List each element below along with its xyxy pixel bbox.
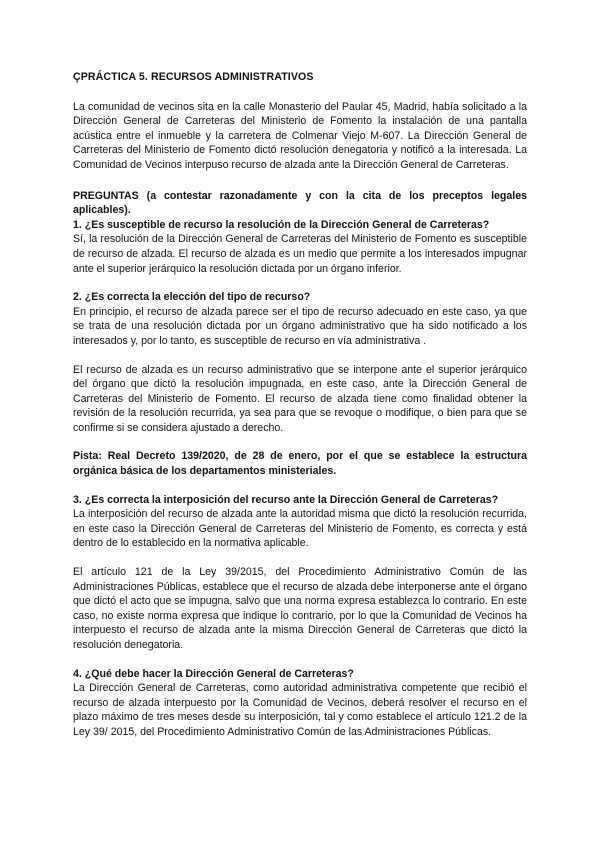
- preguntas-heading: PREGUNTAS (a contestar razonadamente y con la cita de los preceptos legales aplicables).: [73, 189, 527, 217]
- answer-3-paragraph-2: El artículo 121 de la Ley 39/2015, del Procedimiento Administrativo Común de las Administraciones Públicas, establece que el recurso de alzada debe interponerse ante el órgano que dictó el acto que se impugna, salvo que una norma expresa establezca lo contrario. En este caso, no existe norma expresa que indique lo contrario, por lo que la Comunidad de Vecinos ha interpuesto el recurso de alzada ante la misma Dirección General de Carreteras que dictó la resolución denegatoria.: [73, 566, 527, 651]
- answer-3-paragraph-1: La interposición del recurso de alzada ante la autoridad misma que dictó la resolución recurrida, en este caso la Dirección General de Carreteras del Ministerio de Fomento, es correcta y está dentro de lo establecido en la normativa aplicable.: [73, 508, 527, 550]
- answer-1-paragraph-1: Sí, la resolución de la Dirección General de Carreteras del Ministerio de Fomento es susceptible de recurso de alzada. El recurso de alzada es un medio que permite a los interesados impugnar ante el superior jerárquico la resolución dictada por un órgano inferior.: [73, 233, 527, 275]
- question-3: 3. ¿Es correcta la interposición del recurso ante la Dirección General de Carreteras?: [73, 493, 499, 506]
- question-4: 4. ¿Qué debe hacer la Dirección General de Carreteras?: [73, 667, 354, 680]
- answer-2-paragraph-1: En principio, el recurso de alzada parece ser el tipo de recurso adecuado en este caso, ya que se trata de una resolución dictada por un órgano administrativo que ha sido notificado a los interesados y, por lo tanto, es susceptible de recurso en vía administrativa .: [73, 305, 527, 347]
- document-title: ÇPRÁCTICA 5. RECURSOS ADMINISTRATIVOS: [73, 71, 314, 83]
- pista-note: Pista: Real Decreto 139/2020, de 28 de enero, por el que se establece la estructura orgánica básica de los departamentos ministeriales.: [73, 450, 527, 478]
- case-statement: La comunidad de vecinos sita en la calle Monasterio del Paular 45, Madrid, había solicitado a la Dirección General de Carreteras del Ministerio de Fomento la instalación de una pantalla acústica entre el inmueble y la carretera de Colmenar Viejo M-607. La Dirección General de Carreteras del Ministerio de Fomento dictó resolución denegatoria y notificó a la interesada. La Comunidad de Vecinos interpuso recurso de alzada ante la Dirección General de Carreteras.: [73, 100, 527, 171]
- answer-4-paragraph-1: La Dirección General de Carreteras, como autoridad administrativa competente que recibió el recurso de alzada interpuesto por la Comunidad de Vecinos, deberá resolver el recurso en el plazo máximo de tres meses desde su interposición, tal y como establece el artículo 121.2 de la Ley 39/ 2015, del Procedimiento Administrativo Común de las Administraciones Públicas.: [73, 682, 527, 738]
- document-body: [73, 70, 527, 740]
- answer-2-paragraph-2: El recurso de alzada es un recurso administrativo que se interpone ante el superior jerárquico del órgano que dictó la resolución impugnada, en este caso, ante la Dirección General de Carreteras del Ministerio de Fomento. El recurso de alzada tiene como finalidad obtener la revisión de la resolución recurrida, ya sea para que se revoque o modifique, o bien para que se confirme si se considera ajustado a derecho.: [73, 363, 527, 434]
- question-2: 2. ¿Es correcta la elección del tipo de recurso?: [73, 291, 311, 304]
- question-1: 1. ¿Es susceptible de recurso la resolución de la Dirección General de Carreteras?: [73, 218, 490, 231]
